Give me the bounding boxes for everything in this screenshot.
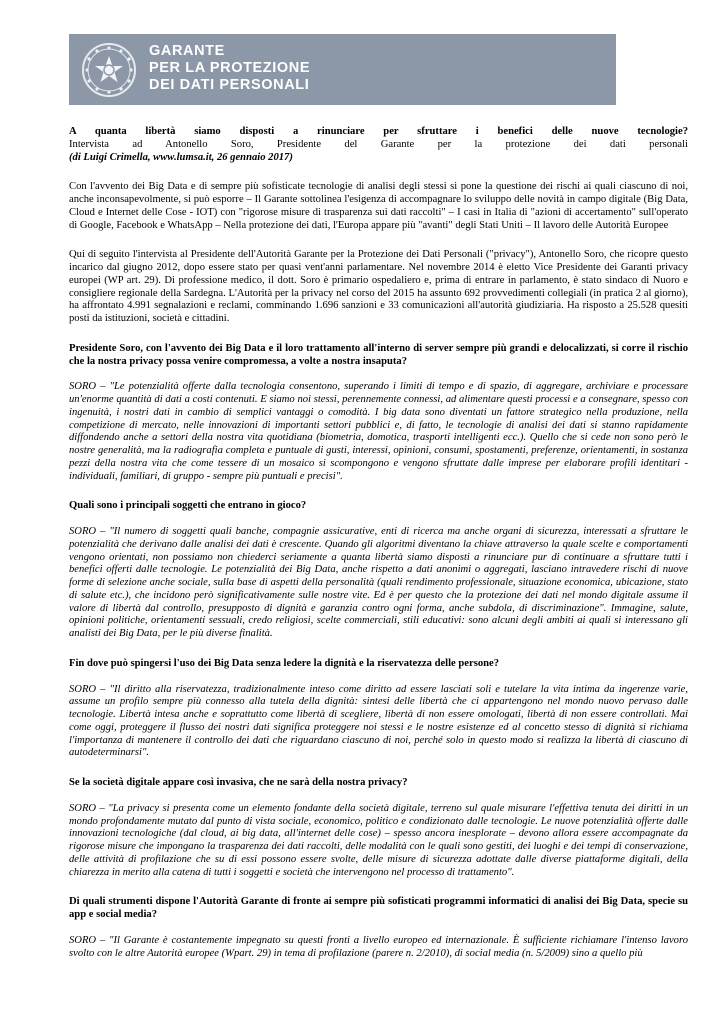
answer-1: SORO – "Le potenzialità offerte dalla tecnologia consentono, superando i limiti di tempo e di spazio, di aggregare, archiviare e processare un'enorme quantità di dati a costi contenuti. E siamo noi stessi, perennemente connessi, ad alimentare questi processi e a consegnare, spesso con ingenuità, i nostri dati in cambio di semplici vantaggi o comodità. I big data sono diventati un fattore strategico nella produzione, nella competizione di mercato, nelle innovazioni di importanti settori pubblici e, di fatto, le tecnologie di analisi dei dati si stanno rapidamente diffondendo anche a settori della nostra vita quotidiana (biometria, domotica, trasporti intelligenti ecc.). Quello che si cede non sono però le nostre generalità, ma la radiografia completa e puntuale di gusti, interessi, opinioni, consumi, spostamenti, preferenze, orientamenti, in sostanza pezzi della nostra vita che come tessere di un mosaico si scompongono e vengono sfruttate dalle imprese per elaborare profili identitari - individuali, familiari, di gruppo - sempre più puntuali e precisi". bbox=[69, 381, 688, 482]
question-5: Di quali strumenti dispone l'Autorità Garante di fronte ai sempre più sofisticati programmi informatici di analisi dei Big Data, specie su app e social media? bbox=[69, 896, 688, 920]
article-intro: Con l'avvento dei Big Data e di sempre più sofisticate tecnologie di analisi degli stessi si pone la questione dei rischi ai quali ciascuno di noi, anche inconsapevolmente, si può esporre – Il Garante sottolinea l'esigenza di accompagnare lo sviluppo delle novità in campo digitale (Big Data, Cloud e Internet delle Cose - IOT) con "rigorose misure di trasparenza sui dati raccolti" – I casi in Italia di "azioni di accertamento" sull'operato di Google, Facebook e WhatsApp – Nella protezione dei dati, l'Europa appare più "avanti" degli Stati Uniti – Il lavoro delle Autorità Europee bbox=[69, 181, 688, 231]
article-title: A quanta libertà siamo disposti a rinunciare per sfruttare i benefici delle nuove tecnologie? bbox=[69, 126, 688, 137]
article-body bbox=[69, 126, 688, 960]
article-bio: Qui di seguito l'intervista al Presidente dell'Autorità Garante per la Protezione dei Dati Personali ("privacy"), Antonello Soro, che ricopre questo incarico dal giugno 2012, dopo essere stato per quasi vent'anni parlamentare. Nel novembre 2014 è eletto Vice Presidente dei Garanti privacy europei (WP art. 29). Di professione medico, il dott. Soro è primario ospedaliero e, prima di entrare in parlamento, è stato sindaco di Nuoro e consigliere regionale della Sardegna. L'Autorità per la privacy nel corso del 2015 ha assunto 692 provvedimenti collegiali (in pratica 2 al giorno), ha affrontato 4.991 segnalazioni e reclami, comminando 1.696 sanzioni e 33 comunicazioni all'autorità giudiziaria. Ha risposto a 25.528 quesiti posti da istituzioni, società e cittadini. bbox=[69, 249, 688, 324]
logo-line-1: GARANTE bbox=[149, 43, 225, 59]
logo-line-3: DEI DATI PERSONALI bbox=[149, 77, 310, 93]
article-subtitle: Intervista ad Antonello Soro, Presidente del Garante per la protezione dei dati personali bbox=[69, 138, 688, 150]
garante-logo-text bbox=[149, 43, 310, 94]
article-byline: (di Luigi Crimella, www.lumsa.it, 26 gennaio 2017) bbox=[69, 151, 293, 163]
question-4: Se la società digitale appare così invasiva, che ne sarà della nostra privacy? bbox=[69, 777, 408, 788]
question-1: Presidente Soro, con l'avvento dei Big Data e il loro trattamento all'interno di server sempre più grandi e delocalizzati, si corre il rischio che la nostra privacy possa venire compromessa, a volte a nostra insaputa? bbox=[69, 342, 688, 367]
question-2: Quali sono i principali soggetti che entrano in gioco? bbox=[69, 500, 307, 512]
emblem-seal-icon bbox=[81, 42, 137, 98]
answer-3: SORO – "Il diritto alla riservatezza, tradizionalmente inteso come diritto ad essere lasciati soli e tutelare la vita intima da ingerenze varie, assume un profilo sempre più connesso alla tutela della dignità: sintesi delle libertà che ci appartengono nel mondo nuovo pervaso dalle tecnologie. Libertà intesa anche e soprattutto come libertà di scegliere, libertà di non essere omologati, libertà di non essere controllati. Mai come oggi, proteggere il flusso dei nostri dati significa proteggere noi stessi e le nostre esistenze ed al concetto stesso di dignità si richiama l'importanza di mantenere il controllo dei dati che riguardano ciascuno di noi, perché solo in questo modo si realizza la libertà di ciascuno di autodeterminarsi". bbox=[69, 683, 688, 759]
logo-line-2: PER LA PROTEZIONE bbox=[149, 60, 311, 76]
garante-header-banner bbox=[69, 34, 616, 105]
answer-4: SORO – "La privacy si presenta come un elemento fondante della società digitale, terreno sul quale misurare l'effettiva tenuta dei diritti in un mondo profondamente mutato dal punto di vista sociale, economico, politico e condizionato dalle tecnologie. Le nuove potenzialità offerte dalle innovazioni tecnologiche (dal cloud, ai big data, all'internet delle cose) – spesso ancora inesplorate – devono allora essere accompagnate da rigorose misure che impongano la trasparenza dei dati raccolti, delle modalità con le quali sono gestiti, dei luoghi e dei tempi di conservazione, delle attività di profilazione che su di essi possono essere svolte, delle misure di sicurezza adottate dalle diverse piattaforme digitali, della chiarezza in merito alla catena di tutti i soggetti e società che intervengono nel processo di trattamento". bbox=[69, 802, 688, 878]
answer-5: SORO – "Il Garante è costantemente impegnato su questi fronti a livello europeo ed internazionale. È sufficiente richiamare l'intenso lavoro svolto con le altre Autorità europee (Wpart. 29) in tema di profilazione (parere n. 2/2010), di social media (n. 5/2009) sino a quello più bbox=[69, 934, 688, 959]
answer-2: SORO – "Il numero di soggetti quali banche, compagnie assicurative, enti di ricerca ma anche organi di sicurezza, interessati a sfruttare le potenzialità che derivano dalle analisi dei dati è crescente. Quando gli algoritmi diventano la chiave attraverso la quale scelte e comportamenti vengono orientati, non possiamo non chiederci seriamente a quanta libertà siamo disposti a rinunciare pur di continuare a sfruttare tutti i benefici offerti dalle tecnologie. Le potenzialità dei Big Data, anche rispetto a dati anonimi o aggregati, lasciano intravedere rischi di nuove forme di selezione anche sociale, sulla base di aspetti della personalità (quali rendimento professionale, situazione economica, ubicazione, stato di salute etc.), che incidono però significativamente sulle nostre vite. Ed è per questo che la protezione dei dati nel mondo digitale assume il valore di libertà dal controllo, presupposto di dignità e garanzia contro ogni forma, anche subdola, di discriminazione". Immagine, salute, opinioni politiche, orientamenti sessuali, credo religiosi, scelte commerciali, stili educativi: sono alcuni degli ambiti ai quali si interessano gli analisti dei Big Data, per le più diverse finalità. bbox=[69, 526, 688, 639]
question-3: Fin dove può spingersi l'uso dei Big Data senza ledere la dignità e la riservatezza delle persone? bbox=[69, 657, 500, 669]
